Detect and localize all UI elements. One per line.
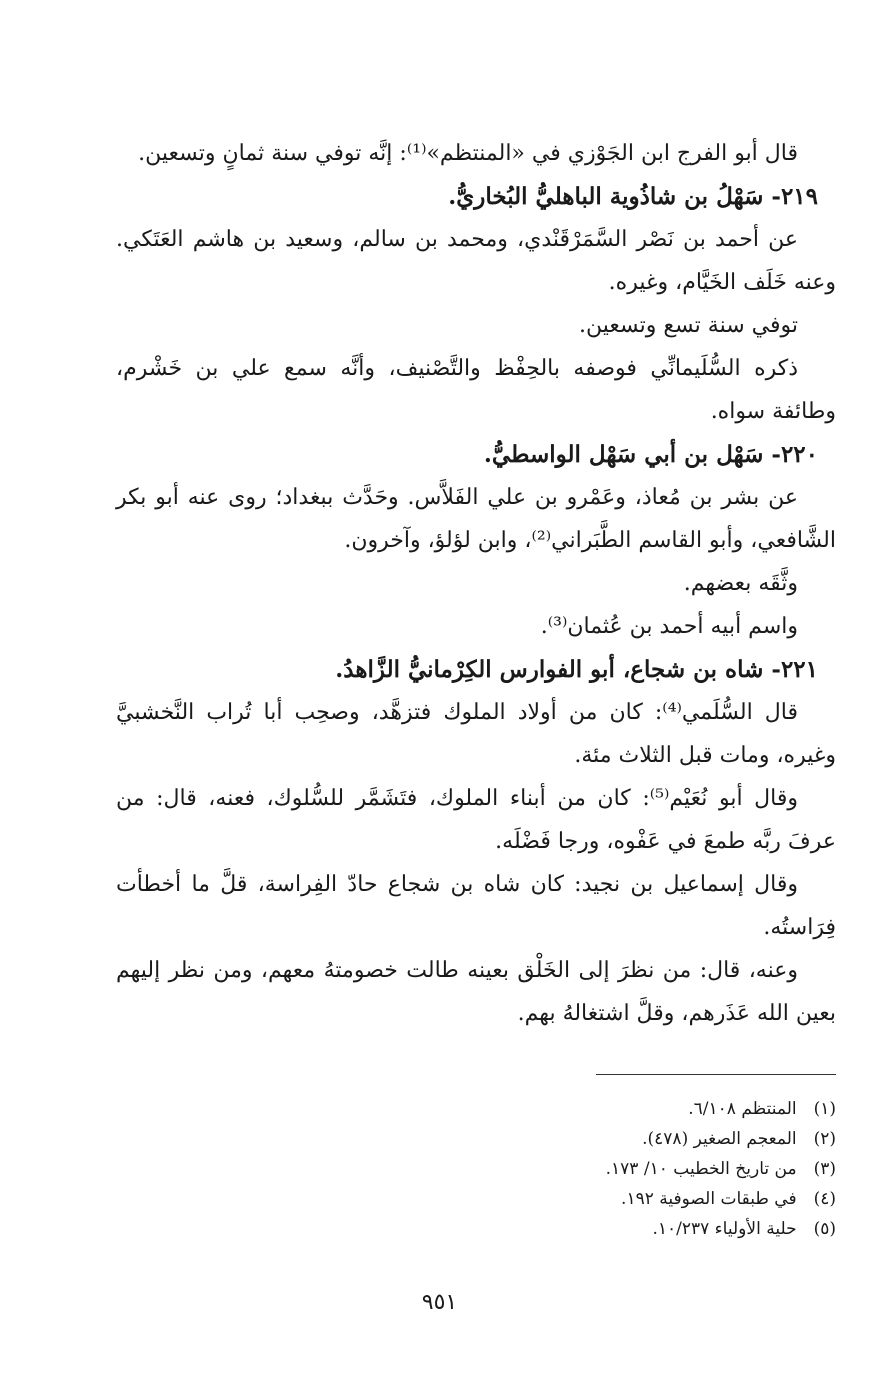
footnote-text: المنتظم ٦/١٠٨. xyxy=(688,1099,797,1119)
paragraph: ذكره السُّلَيمانِّي فوصفه بالحِفْظ والتَّصْنيف، وأنَّه سمع علي بن خَشْرم، وطائفة سواه. xyxy=(116,356,836,424)
footnote-number: (٢) xyxy=(813,1129,836,1149)
entry-heading-221: ٢٢١- شاه بن شجاع، أبو الفوارس الكِرْمانيُّ الزَّاهدُ. xyxy=(335,656,818,683)
footnote-number: (٥) xyxy=(813,1219,836,1239)
footnote-number: (٣) xyxy=(813,1159,836,1179)
footnote-item xyxy=(276,1094,836,1124)
paragraph: عن أحمد بن نَصْر السَّمَرْقَنْدي، ومحمد بن سالم، وسعيد بن هاشم العَتَكي. وعنه خَلَف الخَيَّام، وغيره. xyxy=(116,227,836,295)
paragraph: وثَّقَه بعضهم. xyxy=(683,571,798,596)
paragraph: وقال إسماعيل بن نجيد: كان شاه بن شجاع حادّ الفِراسة، قلَّ ما أخطأت فِرَاستُه. xyxy=(116,872,836,940)
footnote-text: من تاريخ الخطيب ١٠/ ١٧٣. xyxy=(605,1159,797,1179)
footnote-number: (٤) xyxy=(813,1189,836,1209)
paragraph: عن بشر بن مُعاذ، وعَمْرو بن علي الفَلاَّس. وحَدَّث ببغداد؛ روى عنه أبو بكر الشَّافعي، وأبو القاسم الطَّبَراني⁽²⁾، وابن لؤلؤ، وآخرون. xyxy=(116,485,836,553)
footnote-divider xyxy=(596,1074,836,1075)
paragraph: وعنه، قال: من نظرَ إلى الخَلْق بعينه طالت خصومتهُ معهم، ومن نظر إليهم بعين الله عَذَرهم، وقلَّ اشتغالهُ بهم. xyxy=(116,958,836,1026)
paragraph: قال السُّلَمي⁽⁴⁾: كان من أولاد الملوك فتزهَّد، وصحِب أبا تُراب النَّخشبيَّ وغيره، ومات قبل الثلاث مئة. xyxy=(116,700,836,768)
footnotes xyxy=(276,1094,836,1244)
main-text xyxy=(116,132,836,1035)
paragraph: وقال أبو نُعَيْم⁽⁵⁾: كان من أبناء الملوك، فتَشَمَّر للسُّلوك، فعنه، قال: من عرفَ ربَّه طمعَ في عَفْوه، ورجا فَضْلَه. xyxy=(116,786,836,854)
footnote-text: المعجم الصغير (٤٧٨). xyxy=(642,1129,797,1149)
footnote-number: (١) xyxy=(813,1099,836,1119)
footnote-item xyxy=(276,1124,836,1154)
footnote-item xyxy=(276,1154,836,1184)
paragraph: قال أبو الفرج ابن الجَوْزي في «المنتظم»⁽¹⁾: إنَّه توفي سنة ثمانٍ وتسعين. xyxy=(138,141,798,166)
paragraph: واسم أبيه أحمد بن عُثمان⁽³⁾. xyxy=(540,614,798,639)
page-number: ٩٥١ xyxy=(421,1290,458,1315)
footnote-text: في طبقات الصوفية ١٩٢. xyxy=(621,1189,797,1209)
entry-heading-219: ٢١٩- سَهْلُ بن شاذُوية الباهليُّ البُخاريُّ. xyxy=(448,183,818,210)
entry-heading-220: ٢٢٠- سَهْل بن أبي سَهْل الواسطيُّ. xyxy=(483,441,818,468)
footnote-item xyxy=(276,1184,836,1214)
paragraph: توفي سنة تسع وتسعين. xyxy=(578,313,798,338)
footnote-item xyxy=(276,1214,836,1244)
footnote-text: حلية الأولياء ١٠/٢٣٧. xyxy=(652,1219,797,1239)
